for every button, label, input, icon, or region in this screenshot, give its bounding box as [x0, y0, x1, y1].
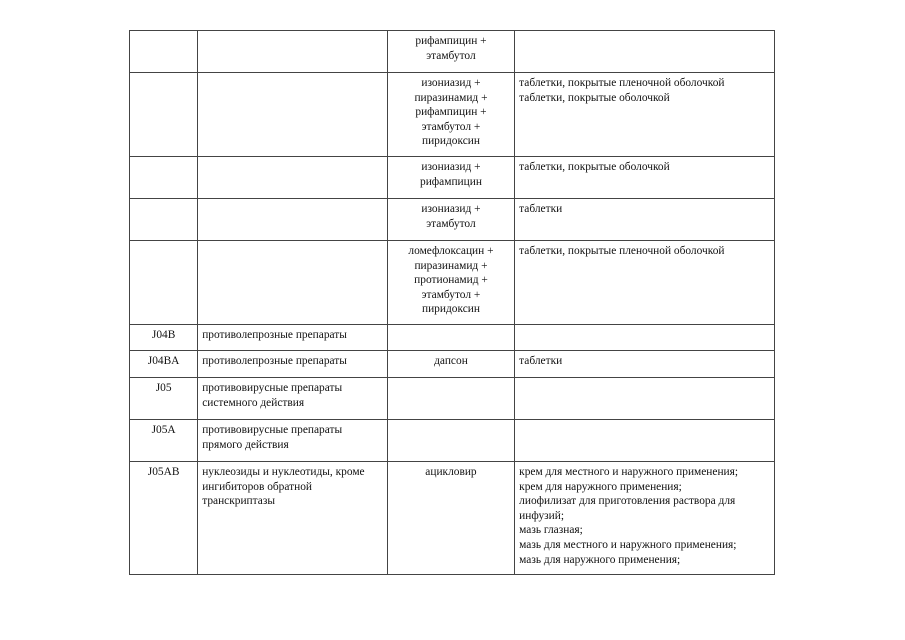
atc-code-cell — [130, 31, 198, 73]
dosage-form-cell: таблетки, покрытые пленочной оболочкой — [515, 241, 775, 325]
table-row — [130, 241, 775, 325]
table-row — [130, 325, 775, 351]
dosage-form-cell: таблетки — [515, 199, 775, 241]
medication-table — [129, 30, 775, 575]
drug-name-cell: изониазид + этамбутол — [387, 199, 514, 241]
medication-table-body — [130, 31, 775, 575]
dosage-form-cell — [515, 420, 775, 462]
atc-code-cell: J05A — [130, 420, 198, 462]
atc-code-cell — [130, 241, 198, 325]
table-row — [130, 31, 775, 73]
table-row — [130, 420, 775, 462]
drug-name-cell — [387, 378, 514, 420]
atc-code-cell: J05AB — [130, 462, 198, 575]
table-row — [130, 462, 775, 575]
table-row — [130, 73, 775, 157]
pharmacological-group-cell: противолепрозные препараты — [198, 351, 388, 378]
pharmacological-group-cell — [198, 199, 388, 241]
drug-name-cell: изониазид + пиразинамид + рифампицин + этамбутол + пиридоксин — [387, 73, 514, 157]
drug-name-cell: ацикловир — [387, 462, 514, 575]
atc-code-cell — [130, 199, 198, 241]
dosage-form-cell — [515, 378, 775, 420]
pharmacological-group-cell: нуклеозиды и нуклеотиды, кроме ингибиторов обратной транскриптазы — [198, 462, 388, 575]
dosage-form-cell: таблетки — [515, 351, 775, 378]
table-row — [130, 199, 775, 241]
pharmacological-group-cell: противолепрозные препараты — [198, 325, 388, 351]
drug-name-cell: изониазид + рифампицин — [387, 157, 514, 199]
dosage-form-cell — [515, 31, 775, 73]
dosage-form-cell — [515, 325, 775, 351]
atc-code-cell — [130, 73, 198, 157]
table-row — [130, 351, 775, 378]
pharmacological-group-cell — [198, 157, 388, 199]
atc-code-cell: J05 — [130, 378, 198, 420]
atc-code-cell: J04B — [130, 325, 198, 351]
pharmacological-group-cell — [198, 31, 388, 73]
dosage-form-cell: таблетки, покрытые оболочкой — [515, 157, 775, 199]
atc-code-cell: J04BA — [130, 351, 198, 378]
drug-name-cell: дапсон — [387, 351, 514, 378]
drug-name-cell — [387, 420, 514, 462]
drug-name-cell: ломефлоксацин + пиразинамид + протионамид + этамбутол + пиридоксин — [387, 241, 514, 325]
atc-code-cell — [130, 157, 198, 199]
dosage-form-cell: крем для местного и наружного применения; крем для наружного применения; лиофилизат для приготовления раствора для инфузий; мазь глазная; мазь для местного и наружного применения; мазь для наружного применения; — [515, 462, 775, 575]
pharmacological-group-cell — [198, 241, 388, 325]
table-row — [130, 157, 775, 199]
drug-name-cell: рифампицин + этамбутол — [387, 31, 514, 73]
drug-name-cell — [387, 325, 514, 351]
pharmacological-group-cell — [198, 73, 388, 157]
dosage-form-cell: таблетки, покрытые пленочной оболочкой таблетки, покрытые оболочкой — [515, 73, 775, 157]
pharmacological-group-cell: противовирусные препараты системного действия — [198, 378, 388, 420]
pharmacological-group-cell: противовирусные препараты прямого действия — [198, 420, 388, 462]
table-row — [130, 378, 775, 420]
